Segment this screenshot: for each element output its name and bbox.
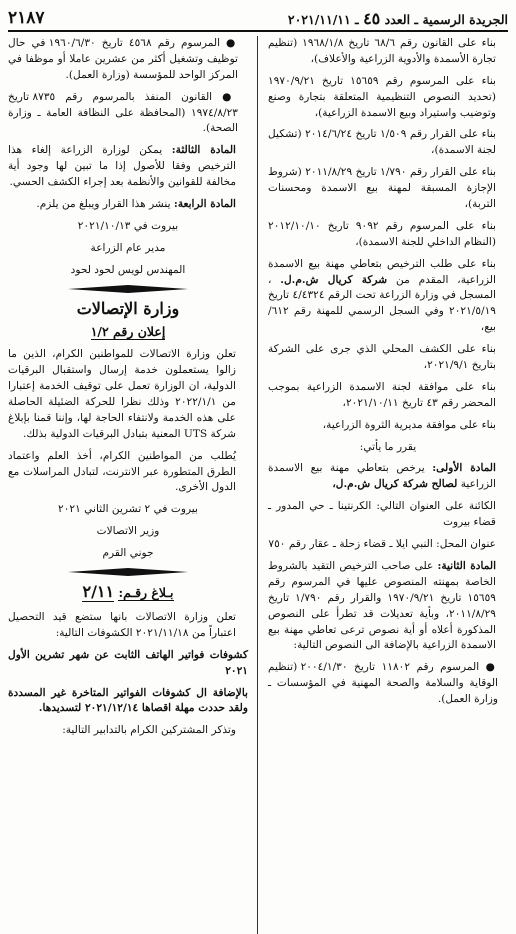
issue-number: ٤٥: [363, 8, 381, 28]
article-title: المادة الرابعة:: [173, 198, 236, 211]
notice-heading: إعلان رقم ١/٢: [90, 323, 166, 339]
article-1: المادة الأولى: يرخص بتعاطي مهنة بيع الاسمدة الزراعية لصالح شركة كريال ش.م.ل،: [268, 462, 496, 491]
paragraph: بناء على المرسوم رقم ٩٠٩٢ تاريخ ٢٠١٢/١٠/١٠ (النظام الداخلي للجنة الاسمدة)،: [268, 219, 496, 248]
paragraph: بناء على القرار رقم ١/٧٩٠ تاريخ ٢٠١١/٨/٢٩ (شروط الإجازة المسبقة لمهنة بيع الاسمدة ومحسنات التربة)،: [268, 166, 496, 211]
article-4: المادة الرابعة: ينشر هذا القرار ويبلغ من يلزم.: [36, 198, 236, 211]
gazette-title: الجريدة الرسمية: [422, 11, 508, 27]
article-2: المادة الثانية: على صاحب الترخيص التقيد بالشروط الخاصة بمهنته المنصوص عليها في المرسوم رقم ١٥٦٥٩ تاريخ ١٩٧٠/٩/٢١ والقرار رقم ١/٧٩٠ تاريخ ٢٠١١/٨/٢٩، وبأية تعديلات قد تطرأ على النصوص المذكورة أعلاه أو أية نصوص ترعى تعاطي مهنة بيع الاسمدة الزراعية بالإضافة الى النصوص التالية:: [268, 559, 497, 652]
signature-date: بيروت في ٢ تشرين الثاني ٢٠٢١: [58, 503, 198, 516]
paragraph: وتذكر المشتركين الكرام بالتدابير التالية:: [62, 724, 236, 737]
bullet-item: ● المرسوم رقم ١١٨٠٢ تاريخ ٢٠٠٤/١/٣٠ (تنظيم الوقاية والسلامة والصحة المهنية في المؤسسات ـ وزارة العمل).: [268, 661, 498, 706]
signature-name: جوني القرم: [102, 547, 154, 560]
issue-label: العدد: [384, 11, 411, 27]
paragraph: بناء على موافقة مديرية الثروة الزراعية،: [322, 418, 496, 431]
bold-line: كشوفات فواتير الهاتف الثابت عن شهر تشرين الأول ٢٠٢١: [8, 648, 248, 677]
article-title: المادة الثانية:: [437, 559, 497, 572]
paragraph: بناء على القرار رقم ١/٥٠٩ تاريخ ٢٠١٤/٦/٢٤ (تشكيل لجنة الاسمدة)،: [268, 128, 496, 157]
column-divider: [257, 36, 258, 934]
issue-date: ٢٠٢١/١١/١١: [287, 11, 351, 27]
paragraph: تعلن وزارة الاتصالات للمواطنين الكرام، الذين ما زالوا يستعملون خدمة إرسال واستقبال البرقيات الدولية، ان الوزارة تعمل على توقيف الخدمة إعتبارا من ٢٠٢٢/١/١ وذلك نظرا للحركة الضئيلة الحاصلة على هذه الخدمة ولانتفاء الحاجة لها، وإننا قمنا بإبلاغ شركة UTS المعنية بتبادل البرقيات الدولية بذلك.: [8, 348, 236, 440]
bullet-item: ● القانون المنفذ بالمرسوم رقم ٨٧٣٥ تاريخ ١٩٧٤/٨/٢٣ (المحافظة على النظافة العامة ـ وزارة الصحة).: [8, 90, 238, 135]
article-title: المادة الثالثة:: [171, 144, 237, 157]
right-column: [268, 36, 508, 714]
paragraph: بناء على الكشف المحلي الذي جرى على الشركة بتاريخ ٢٠٢١/٩/١،: [268, 343, 496, 372]
section-divider: [8, 568, 248, 576]
paragraph: تعلن وزارة الاتصالات بانها ستضع قيد التحصيل اعتباراً من ٢٠٢١/١١/١٨ الكشوفات التالية:: [8, 611, 236, 639]
paragraph: بناء على القانون رقم ٦٨/٦ تاريخ ١٩٦٨/١/٨ (تنظيم تجارة الأسمدة والأدوية الزراعية والأعلاف)،: [268, 37, 496, 65]
signature-title: وزير الاتصالات: [96, 525, 160, 538]
paragraph: بناء على موافقة لجنة الاسمدة الزراعية بموجب المحضر رقم ٤٣ تاريخ ٢٠٢١/١٠/١١،: [268, 380, 496, 409]
bullet-item: ● المرسوم رقم ٤٥٦٨ تاريخ ١٩٦٠/٦/٣٠ في حال توظيف وتشغيل أكثر من عشرين عاملا أو موظفا في المركز الواحد للمؤسسة (وزارة العمل).: [8, 37, 238, 81]
section-divider: [8, 285, 248, 293]
paragraph: بناء على طلب الترخيص بتعاطي مهنة بيع الاسمدة الزراعية، المقدم من شركة كريال ش.م.ل. ، المسجل في وزارة الزراعة تحت الرقم ٤/٤٣٢٤ تاريخ ٢٠٢١/٥/١٩ وفي السجل الرسمي للمهنة رقم ٦١٢/ بيع،: [268, 257, 496, 334]
notice-heading: بـلاغ رقـم: ٢/١١: [82, 582, 174, 602]
paragraph: عنوان المحل: النبي ايلا ـ قضاء زحلة ـ عقار رقم ٧٥٠: [268, 538, 496, 551]
left-column: [8, 36, 248, 745]
header-title-group: الجريدة الرسمية ـ العدد ٤٥ ـ ٢٠٢١/١١/١١: [287, 8, 508, 28]
signature-title: مدير عام الزراعة: [90, 241, 166, 254]
signature-date: بيروت في ٢٠٢١/١٠/١٣: [77, 219, 179, 232]
page-header: [8, 6, 508, 32]
decides-line: يقرر ما يأتي:: [359, 440, 417, 453]
page-number: ٢١٨٧: [8, 8, 45, 28]
signature-name: المهندس لويس لحود لحود: [70, 263, 186, 276]
company-name: شركة كريال ش.م.ل.: [280, 273, 388, 286]
paragraph: يُطلب من المواطنين الكرام، أخذ العلم واعتماد الطرق المتطورة عبر الانترنت، لتبادل المراسلات مع الدول الأخرى.: [8, 449, 236, 494]
article-title: المادة الأولى:: [432, 462, 496, 475]
paragraph: بناء على المرسوم رقم ١٥٦٥٩ تاريخ ١٩٧٠/٩/٢١ (تحديد النصوص التنظيمية المتعلقة بتجارة وصنع وتوضيب واستيراد وبيع الاسمدة الزراعية)،: [268, 74, 496, 119]
bold-line: بالإضافة ال كشوفات الفواتير المتاخرة غير المسددة ولقد حددت مهلة اقصاها ٢٠٢١/١٢/١٤ لتسديدها.: [8, 686, 248, 715]
ministry-heading: وزارة الإتصالات: [76, 298, 180, 318]
article-3: المادة الثالثة: يمكن لوزارة الزراعة إلغاء هذا الترخيص وفقا للأصول إذا ما تبين لها وجود أية مخالفة للقوانين والأنظمة بعد إجراء الكشف الحسي.: [8, 144, 237, 189]
paragraph: الكائنة على العنوان التالي: الكرنتينا ـ حي المدور ـ قضاء بيروت: [268, 500, 496, 529]
